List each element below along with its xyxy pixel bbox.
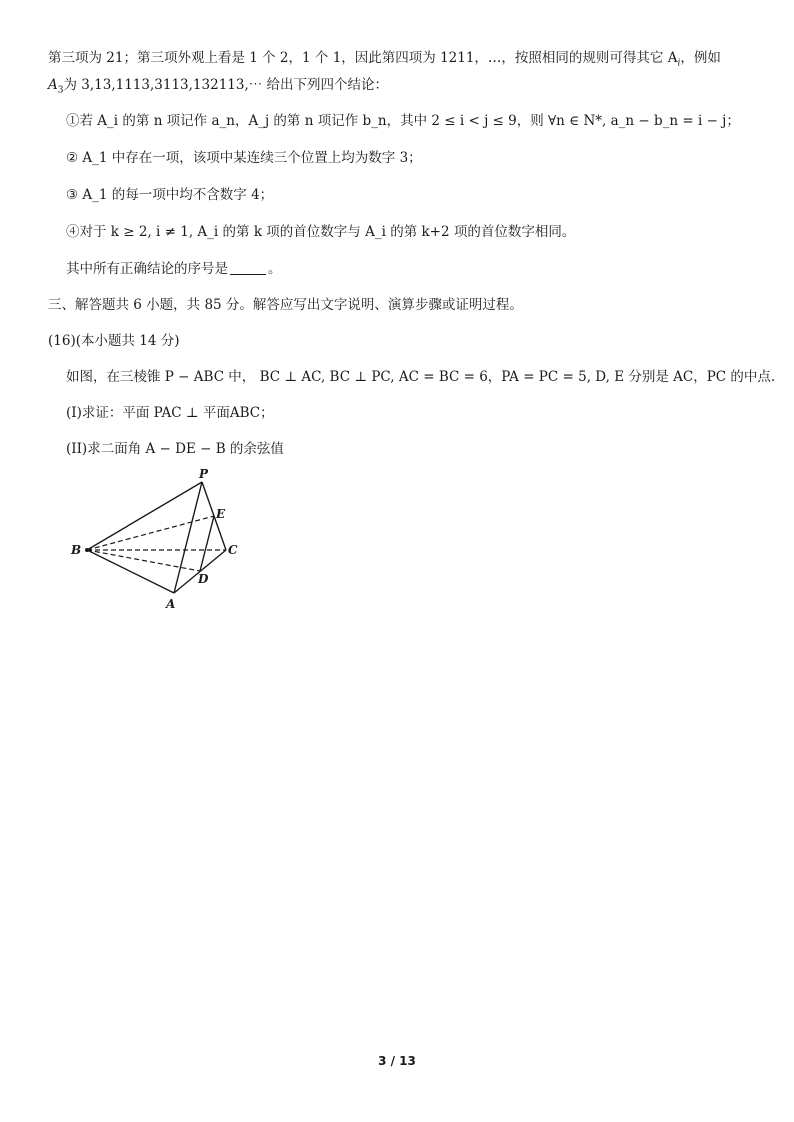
conclusion-4: ④对于 k ≥ 2, i ≠ 1, A_i 的第 k 项的首位数字与 A_i 的第 k+2 项的首位数字相同。 xyxy=(66,224,576,240)
label-c: C xyxy=(228,543,238,557)
question-16-part-ii: (II)求二面角 A − DE − B 的余弦值 xyxy=(66,441,284,457)
segment-bd-hidden xyxy=(87,550,200,571)
segment-de xyxy=(200,516,214,571)
question-16-part-i: (I)求证：平面 PAC ⊥ 平面ABC； xyxy=(66,405,274,421)
label-e: E xyxy=(216,507,226,521)
text-line-1: 第三项为 21；第三项外观上看是 1 个 2，1 个 1，因此第四项为 1211，…，按照相同的规则可得其它 $A_i$，例如 xyxy=(48,50,721,69)
label-b: B xyxy=(71,543,82,557)
section-heading: 三、解答题共 6 小题，共 85 分。解答应写出文字说明、演算步骤或证明过程。 xyxy=(48,297,523,313)
conclusion-2: ② A_1 中存在一项，该项中某连续三个位置上均为数字 3； xyxy=(66,150,422,166)
answer-prompt: 其中所有正确结论的序号是 。 xyxy=(66,261,282,277)
conclusion-3: ③ A_1 的每一项中均不含数字 4； xyxy=(66,187,274,203)
question-16-heading: (16)(本小题共 14 分) xyxy=(48,333,180,349)
edge-bp xyxy=(87,482,202,550)
page-number: 3 / 13 xyxy=(378,1054,416,1068)
question-16-body: 如图，在三棱锥 P − ABC 中， BC ⊥ AC, BC ⊥ PC, AC = BC = 6，PA = PC = 5, D, E 分别是 AC，PC 的中点. xyxy=(66,369,776,385)
text-line-2: $A_3$为 3,13,1113,3113,132113,⋯ 给出下列四个结论： xyxy=(48,77,389,96)
pyramid-figure xyxy=(68,468,258,616)
label-d: D xyxy=(198,572,209,586)
conclusion-1: ①若 A_i 的第 n 项记作 a_n，A_j 的第 n 项记作 b_n，其中 2 ≤ i < j ≤ 9，则 ∀n ∈ N*, a_n − b_n = i − j； xyxy=(66,113,740,129)
edge-ba xyxy=(87,550,174,593)
label-a: A xyxy=(166,597,176,611)
label-p: P xyxy=(199,468,209,481)
answer-blank[interactable] xyxy=(230,262,266,275)
segment-be-hidden xyxy=(87,516,214,550)
vertex-b-dot xyxy=(85,548,89,552)
